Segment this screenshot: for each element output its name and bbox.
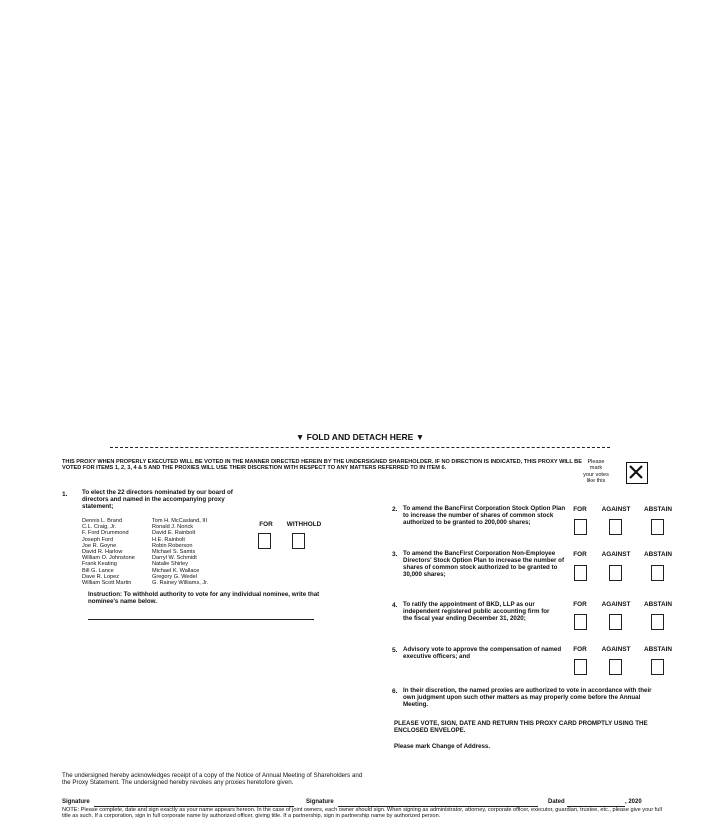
item2-text: To amend the BancFirst Corporation Stock Option Plan to increase the number of shares of common stock authorized to be granted to 200,000 shares; [403,505,566,526]
item2-against-checkbox[interactable] [609,519,622,535]
fold-detach-label: ▼ FOLD AND DETACH HERE ▼ [295,432,425,442]
signing-note: NOTE: Please complete, date and sign exactly as your name appears hereon. In the case of joint owners, each owner should sign. When signing as administrator, attorney, corporate officer, executor, guardian, trustee, etc., please give your full title as such. If a corporation, sign in full corporate name by authorized officer, giving title. If a partnership, sign in partnership name by authorized person. [62,807,662,820]
nominee: Gregory G. Wedel [152,573,197,580]
nominee: H.E. Rainbolt [152,536,185,543]
item4-number: 4. [392,602,398,609]
item6-text: In their discretion, the named proxies are authorized to vote in accordance with their own judgment upon such other matters as may properly come before the Annual Meeting. [403,687,652,708]
nominee: Michael K. Wallace [152,567,200,574]
item1-for-header: FOR [259,521,273,528]
nominee: Dennis L. Brand [82,518,123,524]
item3-against-checkbox[interactable] [609,565,622,581]
nominee-writein-line[interactable] [88,619,314,620]
nominee: Bill G. Lance [82,567,114,574]
nominee: Joseph Ford [82,536,114,543]
item4-for-checkbox[interactable] [574,614,587,630]
nominee: C.L. Craig, Jr. [82,524,117,531]
fold-dashed-line [110,447,610,448]
nominee: Ronald J. Norick [152,524,194,531]
example-x-mark-icon [626,462,648,484]
item3-abstain-checkbox[interactable] [651,565,664,581]
nominee: Robin Roberson [152,542,193,549]
nominee: William O. Johnstone [82,555,135,562]
nominee: Frank Keating [82,561,117,568]
change-address-text: Please mark Change of Address. [394,743,491,750]
signature-label-2: Signature [306,799,334,805]
nominee: William Scott Martin [82,580,132,587]
item5-for-header: FOR [573,646,587,653]
item3-for-header: FOR [573,551,587,558]
item4-for-header: FOR [573,601,587,608]
nominee: Natalie Shirley [152,561,189,568]
item5-text: Advisory vote to approve the compensation of named executive officers; and [403,646,562,660]
item2-for-header: FOR [573,506,587,513]
item1-for-checkbox[interactable] [258,533,271,549]
item4-abstain-header: ABSTAIN [644,601,672,608]
item3-against-header: AGAINST [601,551,631,558]
item5-against-checkbox[interactable] [609,659,622,675]
item6-number: 6. [392,688,398,695]
nominee: F. Ford Drummond [82,530,129,537]
nominee: Darryl W. Schmidt [152,555,197,562]
item4-against-header: AGAINST [601,601,631,608]
dated-label: Dated [548,799,565,805]
item1-number: 1. [62,491,68,498]
item5-abstain-checkbox[interactable] [651,659,664,675]
nominees-left-list [82,518,135,586]
item2-abstain-checkbox[interactable] [651,519,664,535]
item1-withhold-checkbox[interactable] [292,533,305,549]
nominee: David R. Harlow [82,549,123,556]
nominee: Michael S. Samis [152,549,196,556]
nominee: Tom H. McCasland, III [152,518,208,524]
item3-abstain-header: ABSTAIN [644,551,672,558]
item3-text: To amend the BancFirst Corporation Non-Employee Directors' Stock Option Plan to increase the number of shares of common stock authorized to be granted to 30,000 shares; [403,550,565,578]
item2-abstain-header: ABSTAIN [644,506,672,513]
mark-instruction: Please mark your votes like this [583,459,609,485]
item5-for-checkbox[interactable] [574,659,587,675]
item5-against-header: AGAINST [601,646,631,653]
item1-withhold-header: WITHHOLD [286,521,322,528]
item4-text: To ratify the appointment of BKD, LLP as our independent registered public accounting firm for the fiscal year ending December 31, 2020; [403,601,550,622]
acknowledgement-text: The undersigned hereby acknowledges receipt of a copy of the Notice of Annual Meeting of Shareholders and the Proxy Statement. The undersigned hereby revokes any proxies heretofore given. [62,772,363,786]
item1-text: To elect the 22 directors nominated by our board of directors and named in the accompanying proxy statement; [82,489,233,510]
item4-against-checkbox[interactable] [609,614,622,630]
nominee: Joe R. Goyne [82,542,117,549]
nominee: Dave R. Lopez [82,573,120,580]
withhold-instruction: Instruction: To withhold authority to vote for any individual nominee, write that nominee's name below. [88,591,320,605]
item5-abstain-header: ABSTAIN [644,646,672,653]
proxy-intro-text: THIS PROXY WHEN PROPERLY EXECUTED WILL BE VOTED IN THE MANNER DIRECTED HEREIN BY THE UNDERSIGNED SHAREHOLDER. IF NO DIRECTION IS INDICATED, THIS PROXY WILL BE VOTED FOR ITEMS 1, 2, 3, 4 & 5 AND THE PROXIES WILL USE THEIR DISCRETION WITH RESPECT TO ANY MATTERS REFERRED TO IN ITEM 6. [62,459,582,472]
signature-label-1: Signature [62,799,90,805]
please-vote-text: PLEASE VOTE, SIGN, DATE AND RETURN THIS PROXY CARD PROMPTLY USING THE ENCLOSED ENVELOPE. [394,720,648,734]
item2-against-header: AGAINST [601,506,631,513]
nominee: G. Rainey Williams, Jr. [152,580,209,587]
year-label: , 2020 [625,799,642,805]
item4-abstain-checkbox[interactable] [651,614,664,630]
item2-for-checkbox[interactable] [574,519,587,535]
nominee: David E. Rainbolt [152,530,196,537]
item3-number: 3. [392,551,398,558]
triangle-down-icon: ▼ [415,432,425,442]
item2-number: 2. [392,506,398,513]
nominees-right-list [152,518,208,586]
item3-for-checkbox[interactable] [574,565,587,581]
item5-number: 5. [392,647,398,654]
triangle-down-icon: ▼ [295,432,305,442]
